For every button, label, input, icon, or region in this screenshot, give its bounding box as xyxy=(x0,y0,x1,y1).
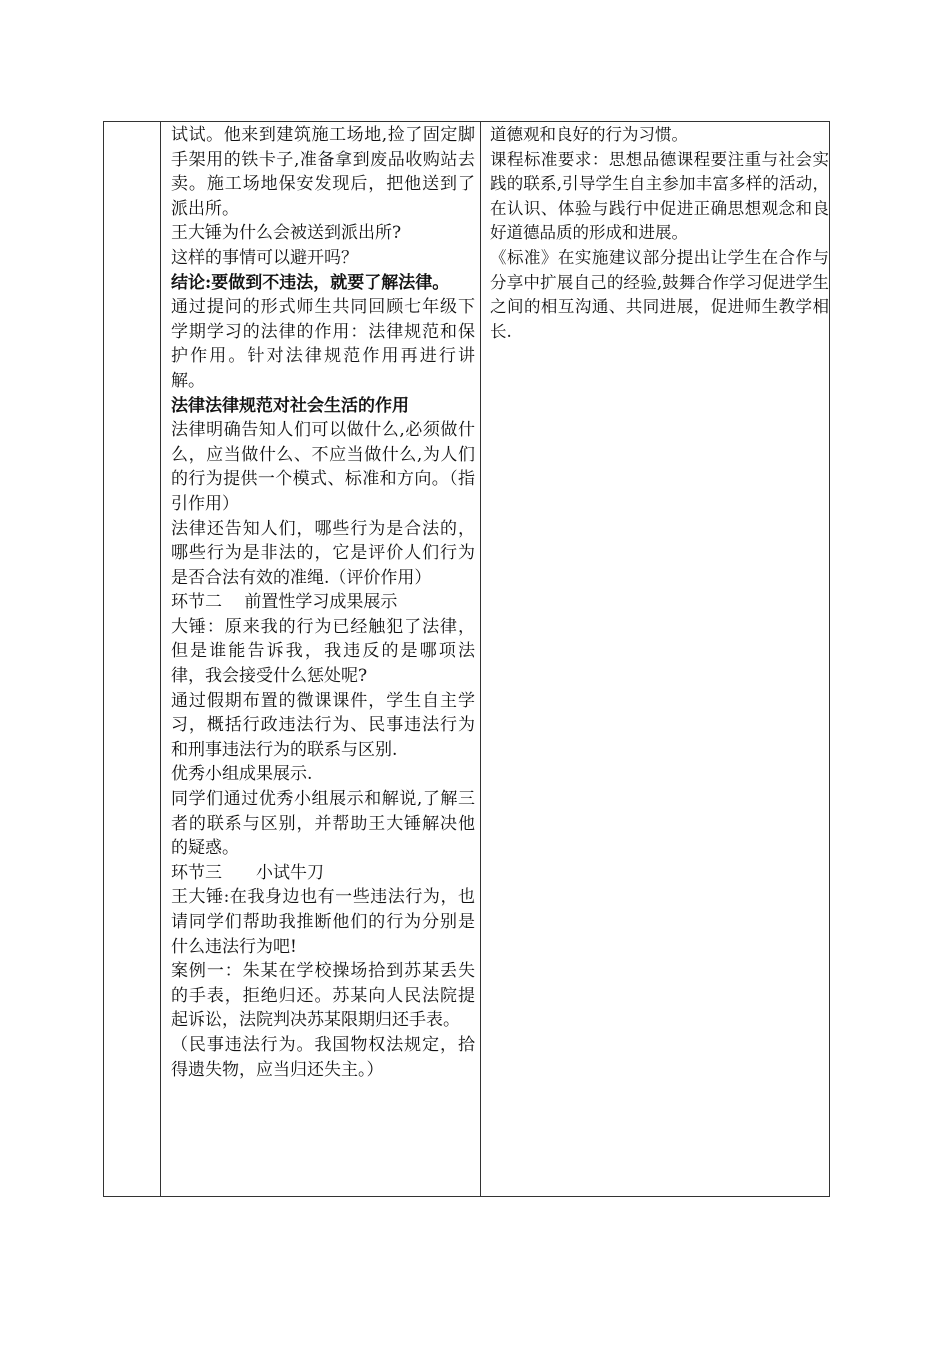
table-column-design-rationale xyxy=(481,122,829,1196)
lesson-plan-table xyxy=(103,121,830,1197)
paragraph: 课程标准要求：思想品德课程要注重与社会实践的联系,引导学生自主参加丰富多样的活动，在认识、体验与践行中促进正确思想观念和良好道德品质的形成和进展。 xyxy=(490,149,829,243)
paragraph: 通过假期布置的微课课件，学生自主学习，概括行政违法行为、民事违法行为和刑事违法行为的联系与区别. xyxy=(171,690,475,760)
table-column-teaching-process xyxy=(161,122,481,1196)
paragraph: 案例一：朱某在学校操场拾到苏某丢失的手表，拒绝归还。苏某向人民法院提起诉讼，法院判决苏某限期归还手表。 xyxy=(171,961,475,1031)
paragraph: 通过提问的形式师生共同回顾七年级下学期学习的法律的作用：法律规范和保护作用。针对法律规范作用再进行讲解。 xyxy=(171,297,475,391)
paragraph: （民事违法行为。我国物权法规定，拾得遗失物，应当归还失主。） xyxy=(171,1034,475,1080)
paragraph: 这样的事情可以避开吗？ xyxy=(171,247,358,268)
paragraph: 王大锤为什么会被送到派出所? xyxy=(171,223,402,244)
paragraph: 试试。他来到建筑施工场地,捡了固定脚手架用的铁卡子,准备拿到废品收购站去卖。施工场地保安发现后，把他送到了派出所。 xyxy=(171,125,475,219)
paragraph: 《标准》在实施建议部分提出让学生在合作与分享中扩展自己的经验,鼓舞合作学习促进学生之间的相互沟通、共同进展，促进师生教学相长. xyxy=(490,247,829,341)
paragraph: 法律法律规范对社会生活的作用 xyxy=(171,395,409,416)
paragraph: 优秀小组成果展示. xyxy=(171,764,313,785)
paragraph: 环节三 小试牛刀 xyxy=(171,862,324,883)
paragraph: 道德观和良好的行为习惯。 xyxy=(490,125,688,144)
paragraph: 结论:要做到不违法，就要了解法律。 xyxy=(171,272,450,293)
paragraph: 王大锤:在我身边也有一些违法行为，也请同学们帮助我推断他们的行为分别是什么违法行为吧! xyxy=(171,887,475,957)
paragraph: 环节二 前置性学习成果展示 xyxy=(171,592,398,613)
table-column-empty xyxy=(104,122,161,1196)
paragraph: 法律明确告知人们可以做什么,必须做什么，应当做什么、不应当做什么,为人们的行为提供一个模式、标准和方向。（指引作用） xyxy=(171,420,475,514)
design-rationale-text xyxy=(481,122,829,344)
paragraph: 大锤：原来我的行为已经触犯了法律，但是谁能告诉我，我违反的是哪项法律，我会接受什么惩处呢? xyxy=(171,616,475,687)
paragraph: 同学们通过优秀小组展示和解说,了解三者的联系与区别，并帮助王大锤解决他的疑惑。 xyxy=(171,789,475,859)
paragraph: 法律还告知人们，哪些行为是合法的，哪些行为是非法的，它是评价人们行为是否合法有效的准绳.（评价作用） xyxy=(171,518,475,588)
teaching-process-text xyxy=(161,122,480,1082)
